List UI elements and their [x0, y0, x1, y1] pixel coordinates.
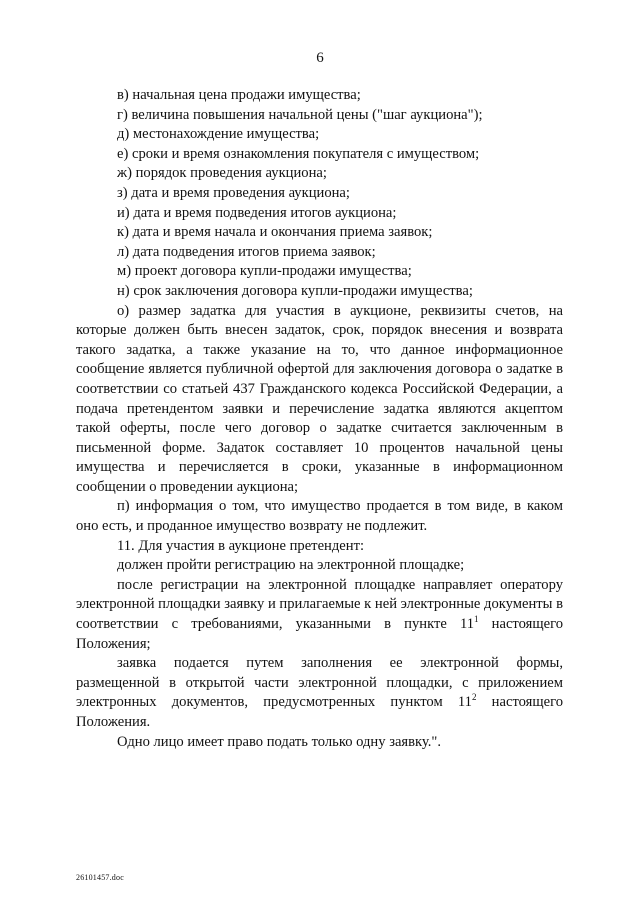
list-item-v: в) начальная цена продажи имущества;: [117, 87, 361, 103]
list-item-p: п) информация о том, что имущество продается в том виде, в каком оно есть, и проданное имущество возврату не подлежит.: [76, 498, 563, 535]
clause-11-application: [76, 654, 563, 732]
page-number: 6: [316, 50, 324, 66]
clause-11-after-tail: настоящего Положения;: [76, 616, 563, 652]
list-item-o: о) размер задатка для участия в аукционе, реквизиты счетов, на которые должен быть внесен задаток, срок, порядок внесения и возврата такого задатка, а также указание на то, что данное информационное сообщение является публичной офертой для заключения договора о задатке в соответствии со статьей 437 Гражданского кодекса Российской Федерации, а подача претендентом заявки и перечисление задатка являются акцептом такой оферты, после чего договор о задатке считается заключенным в письменной форме. Задаток составляет 10 процентов начальной цены имущества и перечисляется в сроки, указанные в информационном сообщении о проведении аукциона;: [76, 302, 563, 495]
document-body: [76, 86, 563, 752]
clause-11-application-tail: настоящего Положения.: [76, 694, 563, 730]
closing-sentence: Одно лицо имеет право подать только одну заявку.".: [117, 733, 442, 750]
list-item-k: к) дата и время начала и окончания приема заявок;: [117, 224, 433, 241]
list-item-d: д) местонахождение имущества;: [117, 126, 320, 143]
list-item-e: е) сроки и время ознакомления покупателя с имуществом;: [117, 145, 480, 162]
footnote-ref-1: 1: [474, 614, 479, 625]
clause-11-registration: должен пройти регистрацию на электронной площадке;: [117, 557, 465, 574]
list-item-l: л) дата подведения итогов приема заявок;: [117, 243, 376, 260]
clause-11-after-text: после регистрации на электронной площадке направляет оператору электронной площадки заявку и прилагаемые к ней электронные документы в соответствии с требованиями, указанными в пункте 11: [76, 576, 563, 633]
clause-11-intro: 11. Для участия в аукционе претендент:: [117, 537, 364, 554]
list-item-g: г) величина повышения начальной цены ("шаг аукциона");: [117, 106, 483, 123]
list-item-z: з) дата и время проведения аукциона;: [117, 184, 350, 201]
list-item-zh: ж) порядок проведения аукциона;: [117, 165, 327, 182]
clause-11-application-text: заявка подается путем заполнения ее электронной формы, размещенной в открытой части электронной площадки, с приложением электронных документов, предусмотренных пунктом 11: [76, 655, 563, 711]
list-item-m: м) проект договора купли-продажи имущества;: [117, 263, 412, 280]
list-item-n: н) срок заключения договора купли-продажи имущества;: [117, 282, 473, 299]
clause-11-after-registration: [76, 576, 563, 654]
list-item-i: и) дата и время подведения итогов аукциона;: [117, 204, 397, 221]
footnote-ref-2: 2: [471, 692, 477, 703]
file-name-footer: 26101457.doc: [76, 873, 124, 882]
